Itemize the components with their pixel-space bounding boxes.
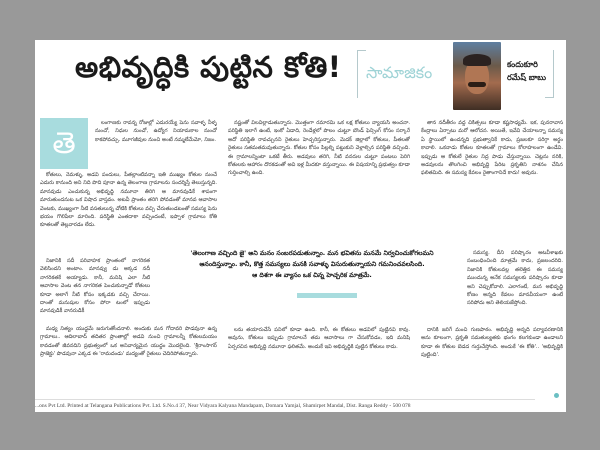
body-column-1d — [40, 325, 217, 367]
pull-quote-line-2: ఆనందిస్తున్నాం. కానీ, కొత్త సమస్యలు మనకి సవాళ్ళు విసురుతున్నాయని గమనించవలసింది. — [199, 261, 425, 268]
imprint-footer: ...ons Pvt Ltd. Printed at Telangana Publications Pvt. Ltd. S.No.4 37, Near Vidyara Kalyana Mandapam, Domara Yamjal, Shamirpet Mandal, Dist. Ranga Reddy - 500 078 — [35, 403, 411, 409]
body-column-3a — [421, 119, 563, 249]
body-column-2a — [228, 119, 410, 249]
body-column-1a — [95, 119, 217, 171]
paragraph: నష్టంతో విలవిల్లాడుతున్నారు. మొత్తంగా రమారమి ఒక లక్ష కోతులు న్యాయసి అంచనా. పరిస్థితి ఇలాగే ఉంటే, ఇంకో ఏడాది, రెండేళ్లలో పొలం చుట్టూ బౌండ్ ఫెన్సింగ్ కోసం సర్కారే అదో పరిస్థితి రావచ్చునని రైతులు హెచ్చరిస్తున్నారు. మెదక్ జిల్లాలో కోతులు, పీతలతో రైతులు సతమతమవుతున్నారు. కోతుల కోసం పిల్లల్ని పట్టుకుని వెళ్లాల్సిన పరిస్థితి వచ్చింది. ఈ గ్రామాలన్నింటా ఒకటే తీరు. అడవులు తరిగి, నీటి వనరుల చుట్టూ పంటలు పెరిగి కోతులకు ఆహారం దొరకడంతో అవి ఇళ్ల మీదకూ వస్తున్నాయి. ఈ విషయాన్ని ప్రభుత్వం కూడా గుర్తించాల్సి ఉంది. — [228, 120, 410, 177]
author-last-name: రమేష్ బాబు — [507, 73, 547, 82]
author-first-name: కందుకూరి — [507, 60, 538, 69]
paragraph: నిజానికి సదీ పరివాహక ప్రాంతంలో నాగరికత వెలిసిందని అంటాం. మానవ్వు డు అక్కడ నదీ నాగరికతకే అయ్యాడు. కానీ, మనిషి ఎలా నీటి ఆవాసాల వెంట తన నాగరికత పెంచుకున్నాడో కోతులు కూడా అలాగే నీటి కోసం ఇక్కడకు వచ్చి చేరాయి. దాంతో మనుషుల కోసం పోరా టంలో ఇప్పుడు మానవుడికీ వానరుడికీ — [40, 258, 150, 315]
section-label: సామాజికం — [366, 63, 433, 82]
paragraph: లను తయారుచేసే పనిలో కూడా ఉంది. కానీ, ఈ కోతులు అడవిలో పుట్టినవి కావు. అవును, కోతులు ఇప్పుడు గ్రామాలనే తమ ఆవాసాలు గా చేసుకోవడం, ఇది మనిషి ఏర్పరచిన అభివృద్ధి నమూనా ఫలితమే. అందుకే ఇవి అభివృద్ధికి పుట్టిన కోతులు కాదు. — [228, 327, 410, 350]
author-byline — [507, 58, 546, 84]
headline: అభివృద్ధికి పుట్టిన కోతి! — [75, 50, 342, 84]
pull-quote-line-3: ఆ దిశగా ఈ వ్యాసం ఒక చిన్న హెచ్చరిక మాత్రమే. — [252, 272, 372, 279]
dropcap-letter: తె — [40, 118, 88, 169]
paragraph: తాన నదీతీరం వద్ద చికిత్సలు కూడా కష్టసాధ్యమే. ఇక, పునరావాస కేంద్రాలు ఏర్పాటు మరో ఆలోచన. అయితే, ఇవేవి చేయాలన్నా సమస్య ఏ స్థాయిలో ఉందన్నది ప్రభుత్వానికే కాదు, ప్రజలకూ సరిగ్గా అర్థం కావాలి. ఒకనాడు కోతుల కూతలతో గ్రామాలు కోలాహలంగా ఉండేవి. ఇప్పుడు ఆ కోతులే రైతుల నిద్ర పాడు చేస్తున్నాయి. చెట్లను నరికి, అడవులను తొలగించి అభివృద్ధి పేరిట ప్రకృతిని నాశనం చేసిన ఫలితమిది. ఈ సమస్య కేవలం రైతాంగానిదే కాదు! అవును. — [421, 120, 563, 177]
paragraph: మధ్య నిత్యం యుద్ధమే జరుగుతోందనాలి. అందుకు మన గోదావరి పొడవునా ఉన్న గ్రామాలు.. ఆదిలాబాద్ తదితర ప్రాంతాల్లో అడవి నుంచి గ్రామాలన్నీ కోతులమయం కావడంతో జీవనదిని ప్రభుత్వంలో ఒక అనివార్యమైన యుద్ధం మొదలైంది. 'శ్రీరాంసాగర్ ప్రాజెక్టు' పొడవునా ఎక్కడ ఈ 'రామదండు' మద్యంతో రైతులు చెదిరిపోతున్నారు. — [40, 326, 217, 358]
paragraph: లంగాణకు రావన్న రోజుల్లో ఎదురయ్యే పెను సవాళ్ళ నీళ్ళ నుంచో, నిధుల నుంచో, ఉద్యోగ నియామకాల నుంచో కాకపోవచ్చు. మూగజీవుల నుంచి అంటే నమ్మలేమేమో, నిజం. — [95, 120, 217, 143]
footer-divider — [35, 399, 535, 400]
paragraph: దానికి జరిగే మంచి గుణపాఠం. అభివృద్ధి అన్నది పర్యావరణానికి అను కూలంగా, ప్రకృతి సమతుల్యతకు భంగం కలగకుండా ఉండాలని కూడా ఈ కోతుల బెడద గుర్తుచేస్తోంది. అందుకే 'ఈ కోతి'.. 'అభివృద్ధికి పుట్టింది'. — [421, 327, 563, 359]
pull-quote-line-1: 'తెలంగాణ వచ్చింది జై' అని మనం సంబరపడుతున్నాం. మన భవితను మనమే నిర్వచించుకోగలమని — [190, 250, 434, 257]
newspaper-clipping — [35, 40, 566, 412]
pull-quote — [157, 248, 467, 281]
body-column-3c — [421, 326, 563, 368]
author-mustache — [468, 82, 486, 87]
author-photo — [453, 42, 501, 110]
author-hair — [463, 54, 491, 66]
pull-quote-rule — [297, 293, 357, 298]
body-column-2b — [228, 326, 410, 368]
article-end-mark-icon — [554, 393, 559, 398]
paragraph: సమస్య. దీని పరిష్కారం అటవీశాఖకు సంబంధించింది మాత్రమే కాదు, ప్రజలందరిది. నిజానికి కోతులవల్ల తలెత్తిన ఈ సమస్య ముందున్న అనేక సమస్యలకు పరిష్కారం కూడా అని చెప్పుకోవాలి. ఎలాగంటే, మన అభివృద్ధి కోణం అన్నది కేవలం మానవీయంగా ఉంటే సరిపోదు అని తెలియజేస్తోంది. — [467, 250, 563, 307]
body-column-1b — [40, 171, 217, 257]
paragraph: కోతులు, నెమళ్ళు, అడవి పందులు, పీతల్లాంటివన్నా ఇతి ముఖ్యం కోతుల నుంచే ఎదురు కానుంది అని నిది పొది పూనా ఉన్న తెలంగాణ గ్రామాలను సందర్శిస్తే తెలుస్తున్నది. మానవుడు ఎంచుకున్న అభివృద్ధి నమూనా తిరిగి ఆ మానవుడికే శాపంగా మారుతుందనుట ఒక విషాద వాస్తవం. అటవీ ప్రాంతం తరిగి పోవడంతో మానవ ఆవాసాల వెంటకు, ముఖ్యంగా నీటి వసతులున్న చోటికి కోతులు వచ్చి చేరుతుండటంతో సమస్య పెను భయం గొలిపేలా మారింది. పరిస్థితి ఎంతదాకా వచ్చిందంటే, ఇప్పాళ గ్రామాలు కోతి కూతలతో తెల్లవారడం లేదు. — [40, 172, 217, 229]
body-column-1c — [40, 257, 150, 325]
